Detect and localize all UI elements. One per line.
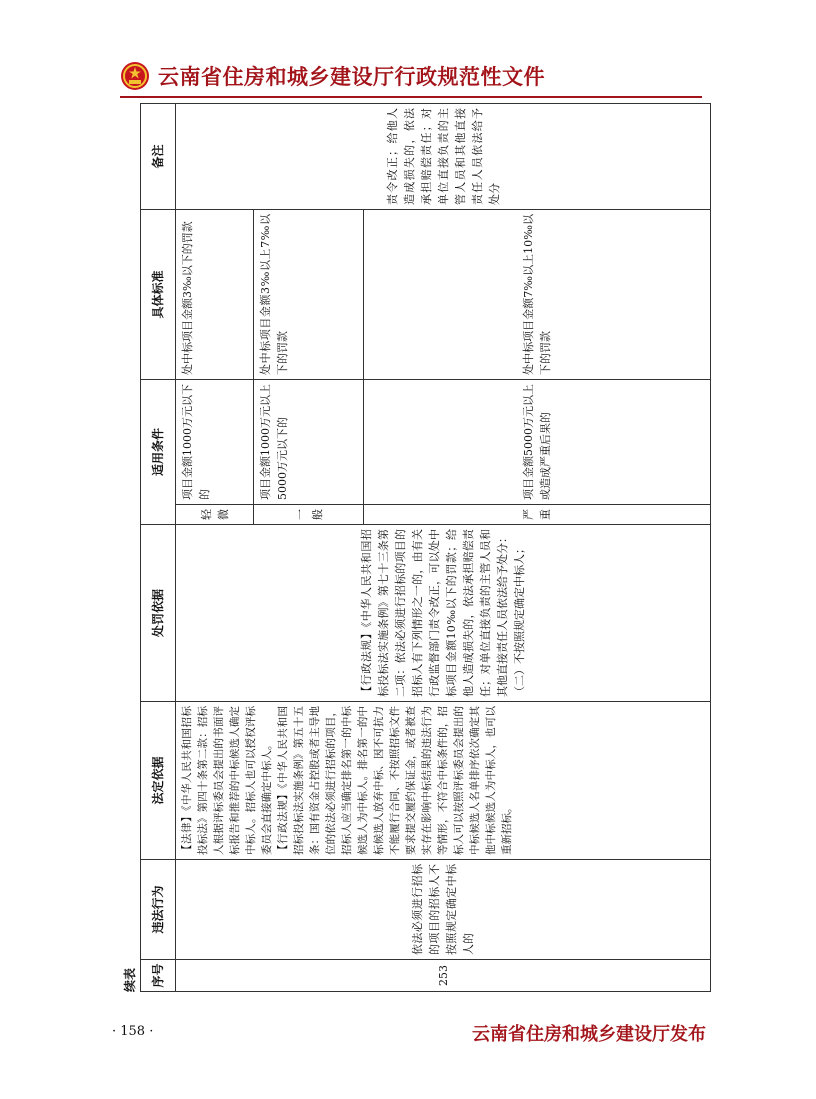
header-legal-basis: 法定依据 bbox=[141, 702, 176, 860]
standard-serious: 处中标项目金额7‰以上10‰以下的罚款 bbox=[364, 209, 711, 379]
rotated-table-container bbox=[120, 104, 711, 992]
header-remark: 备注 bbox=[141, 103, 176, 209]
publisher-footer: 云南省住房和城乡建设厅发布 bbox=[472, 1024, 706, 1045]
header-rule bbox=[120, 96, 702, 98]
page-header bbox=[120, 58, 545, 94]
penalty-basis-text: 【行政法规】《中华人民共和国招标投标法实施条例》第七十三条第二项：依法必须进行招标的项目的招标人有下列情形之一的，由有关行政监督部门责令改正，可以处中标项目金额10‰以下的罚款；给他人造成损失的，依法承担赔偿责任；对单位直接负责的主管人员和其他直接责任人员依法给予处分： bbox=[360, 529, 509, 697]
penalty-standard-table bbox=[140, 103, 711, 992]
condition-serious: 项目金额5000万元以上或造成严重后果的 bbox=[364, 379, 711, 504]
level-serious: 严重 bbox=[364, 505, 711, 525]
header-condition: 适用条件 bbox=[141, 379, 176, 524]
header-seq: 序号 bbox=[141, 960, 176, 992]
legal-basis-regulation: 【行政法规】《中华人民共和国招标投标法实施条例》第五十五条：国有资金占控股或者主导地位的依法必须进行招标的项目，招标人应当确定排名第一的中标候选人为中标人。排名第一的中标候选人放弃中标、因不可抗力不能履行合同、不按照招标文件要求提交履约保证金，或者被查实存在影响中标结果的违法行为等情形，不符合中标条件的，招标人可以按照评标委员会提出的中标候选人名单排序依次确定其他中标候选人为中标人，也可以重新招标。 bbox=[277, 706, 513, 855]
level-general: 一般 bbox=[254, 505, 364, 525]
table-row bbox=[176, 103, 254, 991]
continued-label: 续表 bbox=[123, 967, 137, 992]
header-standard: 具体标准 bbox=[141, 209, 176, 379]
condition-general: 项目金额1000万元以上5000万元以下的 bbox=[254, 379, 364, 504]
header-penalty-basis: 处罚依据 bbox=[141, 525, 176, 702]
level-minor: 轻微 bbox=[176, 505, 254, 525]
condition-minor: 项目金额1000万元以下的 bbox=[176, 379, 254, 504]
document-series-title: 云南省住房和城乡建设厅行政规范性文件 bbox=[158, 65, 545, 89]
page-number: · 158 · bbox=[112, 1024, 154, 1039]
row-penalty-basis bbox=[176, 525, 711, 702]
standard-minor: 处中标项目金额3‰以下的罚款 bbox=[176, 209, 254, 379]
penalty-basis-item: （二）不按照规定确定中标人； bbox=[513, 543, 526, 697]
row-remark: 责令改正；给他人造成损失的，依法承担赔偿责任；对单位直接负责的主管人员和其他直接责任人员依法给予处分 bbox=[176, 103, 711, 209]
row-seq: 253 bbox=[176, 960, 711, 992]
row-violation: 依法必须进行招标的项目的招标人不按照规定确定中标人的 bbox=[176, 860, 711, 960]
header-violation: 违法行为 bbox=[141, 860, 176, 960]
legal-basis-law: 【法律】《中华人民共和国招标投标法》第四十条第二款：招标人根据评标委员会提出的书面评标报告和推荐的中标候选人确定中标人。招标人也可以授权评标委员会直接确定中标人。 bbox=[181, 706, 273, 855]
national-emblem-icon bbox=[120, 61, 150, 91]
table-header-row bbox=[141, 103, 176, 991]
row-legal-basis bbox=[176, 702, 711, 860]
standard-general: 处中标项目金额3‰以上7‰以下的罚款 bbox=[254, 209, 364, 379]
